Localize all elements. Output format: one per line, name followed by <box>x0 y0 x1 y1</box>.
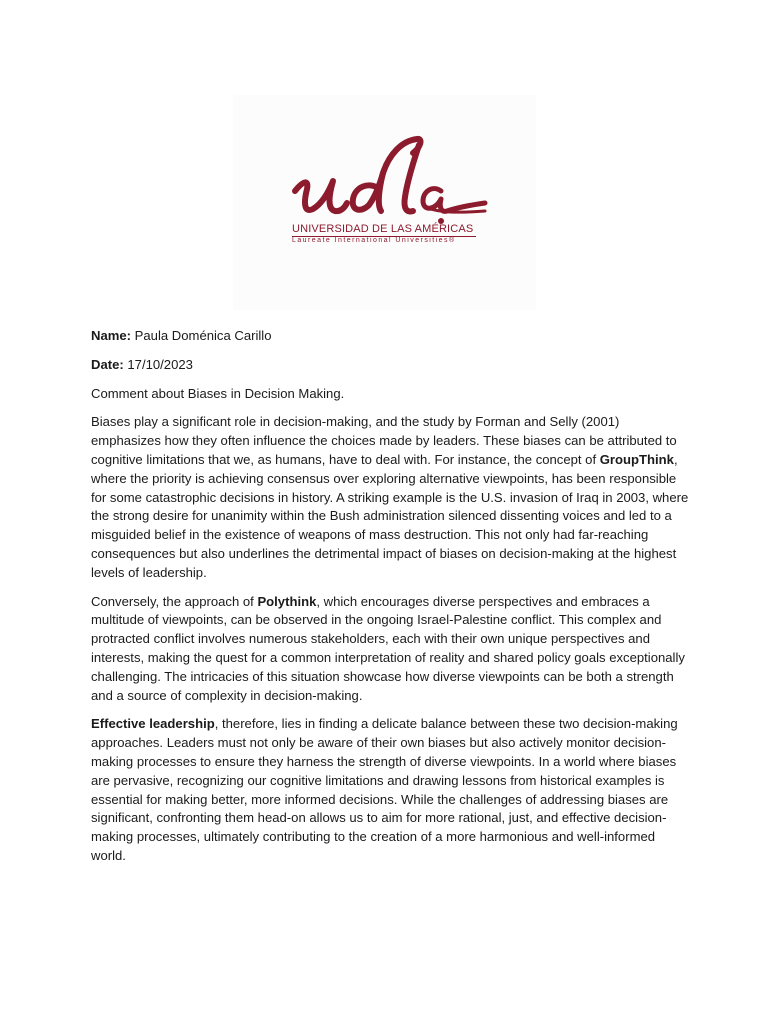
date-line <box>91 356 691 375</box>
polythink-term: Polythink <box>257 593 317 609</box>
date-label: Date: <box>91 356 124 372</box>
paragraph-1 <box>91 413 691 582</box>
paragraph-1-text-a: Biases play a significant role in decision-making, and the study by Forman and Selly (2001) emphasizes how they often influence the choices made by leaders. These biases can be attributed to cognitive limitations that we, as humans, have to deal with. For instance, the concept of <box>91 414 677 467</box>
paragraph-2-text-c: , which encourages diverse perspectives and embraces a multitude of viewpoints, can be observed in the ongoing Israel-Palestine conflict. This complex and protracted conflict involves numerous stakeholders, each with their own unique perspectives and interests, making the quest for a common interpretation of reality and shared policy goals exceptionally challenging. The intricacies of this situation showcase how diverse viewpoints can be both a strength and a source of complexity in decision-making. <box>91 593 685 703</box>
logo-university-name: UNIVERSIDAD DE LAS AMÉRICAS <box>292 223 474 235</box>
effective-leadership-term: Effective leadership <box>91 716 215 732</box>
udla-wordmark-logo <box>289 133 489 228</box>
paragraph-3 <box>91 715 691 865</box>
university-logo <box>233 95 536 310</box>
groupthink-term: GroupThink <box>599 451 674 467</box>
paragraph-2-text-a: Conversely, the approach of <box>91 593 258 609</box>
document-title: Comment about Biases in Decision Making. <box>91 385 345 401</box>
name-value: Paula Doménica Carillo <box>131 328 272 343</box>
document-body <box>91 327 691 876</box>
paragraph-3-text-c: , therefore, lies in finding a delicate balance between these two decision-making approaches. Leaders must not only be aware of their own biases but also actively monitor decision-making processes to ensure they harness the strength of diverse viewpoints. In a world where biases are pervasive, recognizing our cognitive limitations and drawing lessons from historical examples is essential for making better, more informed decisions. While the challenges of addressing biases are significant, confronting them head-on allows us to aim for more rational, just, and effective decision-making processes, ultimately contributing to the creation of a more harmonious and well-informed world. <box>91 716 678 863</box>
paragraph-1-text-c: , where the priority is achieving consensus over exploring alternative viewpoints, has been responsible for some catastrophic decisions in history. A striking example is the U.S. invasion of Iraq in 2003, where the strong desire for unanimity within the Bush administration silenced dissenting voices and led to a misguided belief in the existence of weapons of mass destruction. This not only had far-reaching consequences but also underlines the detrimental impact of biases on decision-making at the highest levels of leadership. <box>91 451 689 580</box>
logo-subtitle: Laureate International Universities® <box>292 237 456 244</box>
name-line <box>91 327 691 346</box>
date-value: 17/10/2023 <box>123 356 193 372</box>
name-label: Name: <box>91 328 132 343</box>
paragraph-2 <box>91 593 691 706</box>
